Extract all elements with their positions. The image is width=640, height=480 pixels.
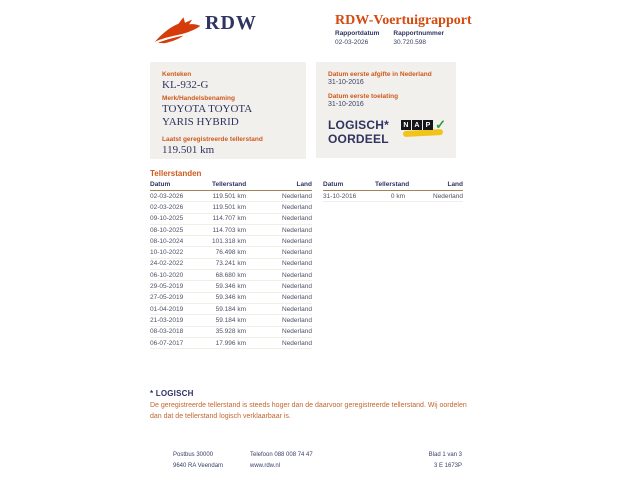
table-row	[150, 327, 312, 338]
col-header-land: Land	[447, 181, 463, 188]
table-row	[150, 202, 312, 213]
first-admission-value: 31-10-2016	[328, 101, 364, 108]
footer-contact	[250, 450, 313, 472]
cell-tellerstand: 114.703 km	[212, 226, 246, 234]
cell-tellerstand: 119.501 km	[212, 192, 246, 200]
report-meta	[335, 30, 444, 46]
cell-land: Nederland	[282, 305, 312, 313]
table-row	[150, 304, 312, 315]
table-row	[150, 338, 312, 349]
rdw-bird-logo-icon	[153, 15, 201, 45]
table-header-row	[150, 181, 312, 191]
cell-tellerstand: 59.184 km	[215, 316, 246, 324]
table-row	[150, 315, 312, 326]
report-date-group	[335, 30, 379, 46]
judgement-line1: LOGISCH*	[328, 118, 389, 132]
cell-land: Nederland	[282, 249, 312, 257]
cell-tellerstand: 101.318 km	[212, 237, 246, 245]
merk-label: Merk/Handelsbenaming	[162, 95, 235, 102]
kenteken-value: KL-932-G	[162, 79, 209, 91]
table-row	[150, 191, 312, 202]
cell-tellerstand: 17.996 km	[215, 339, 246, 347]
nap-letter-p: P	[423, 120, 433, 130]
judgement-text	[328, 118, 389, 146]
table-row	[150, 259, 312, 270]
table-row	[323, 191, 463, 202]
table-header-row	[323, 181, 463, 191]
cell-land: Nederland	[282, 294, 312, 302]
kenteken-label: Kenteken	[162, 71, 192, 78]
cell-tellerstand: 59.184 km	[215, 305, 246, 313]
table-row	[150, 214, 312, 225]
footer-phone: Telefoon 088 008 74 47	[250, 452, 313, 458]
judgement-row	[328, 118, 444, 146]
first-issue-value: 31-10-2016	[328, 79, 364, 86]
table-body-left	[150, 191, 312, 349]
cell-land: Nederland	[282, 316, 312, 324]
report-date-value: 02-03-2026	[335, 39, 369, 46]
footer-page-number: Blad 1 van 3	[428, 452, 462, 458]
report-number-group	[393, 30, 444, 46]
cell-tellerstand: 35.928 km	[215, 328, 246, 336]
table-body-right	[323, 191, 463, 202]
cell-datum: 24-02-2022	[150, 260, 184, 268]
cell-land: Nederland	[282, 226, 312, 234]
vehicle-info-panel	[150, 62, 306, 159]
table-row	[150, 247, 312, 258]
nap-letter-n: N	[401, 120, 411, 130]
cell-datum: 27-05-2019	[150, 294, 184, 302]
cell-tellerstand: 76.498 km	[215, 249, 246, 257]
merk-line1: TOYOTA TOYOTA	[162, 103, 253, 115]
cell-land: Nederland	[282, 215, 312, 223]
cell-datum: 08-10-2025	[150, 226, 184, 234]
footer-form-code: 3 E 1673P	[433, 463, 462, 469]
cell-datum: 02-03-2026	[150, 203, 184, 211]
document-title: RDW-Voertuigrapport	[335, 13, 472, 28]
cell-datum: 29-05-2019	[150, 283, 184, 291]
footer-website: www.rdw.nl	[250, 463, 281, 469]
table-row	[150, 236, 312, 247]
cell-datum: 06-10-2020	[150, 271, 184, 279]
cell-land: Nederland	[282, 339, 312, 347]
first-issue-label: Datum eerste afgifte in Nederland	[328, 71, 432, 78]
cell-datum: 06-07-2017	[150, 339, 184, 347]
odometer-tables	[150, 181, 463, 349]
cell-land: Nederland	[282, 271, 312, 279]
cell-datum: 01-04-2019	[150, 305, 184, 313]
odometer-section-heading: Tellerstanden	[150, 169, 202, 178]
footnote-heading: * LOGISCH	[150, 389, 194, 398]
nap-letter-tiles	[401, 120, 433, 130]
table-row	[150, 225, 312, 236]
cell-tellerstand: 59.346 km	[215, 294, 246, 302]
col-header-tellerstand: Tellerstand	[212, 181, 247, 188]
merk-line2: YARIS HYBRID	[162, 116, 239, 128]
footer-pagination	[392, 450, 462, 472]
rdw-wordmark: RDW	[205, 12, 257, 34]
cell-tellerstand: 114.707 km	[212, 215, 246, 223]
footer-address	[173, 450, 223, 472]
report-number-value: 30.720.598	[393, 39, 426, 46]
cell-tellerstand: 0 km	[390, 192, 405, 200]
footer-address-line2: 9640 RA Veendam	[173, 463, 224, 469]
footer-address-line1: Postbus 30000	[173, 452, 214, 458]
cell-land: Nederland	[282, 203, 312, 211]
cell-datum: 21-03-2019	[150, 316, 184, 324]
report-number-label: Rapportnummer	[393, 30, 444, 37]
footnote-text: De geregistreerde tellerstand is steeds hoger dan de daarvoor geregistreerde tellerstand. Wij oordelen dan dat de tellerstand logisch verklaarbaar is.	[150, 402, 467, 420]
cell-datum: 08-03-2018	[150, 328, 184, 336]
col-header-datum: Datum	[323, 181, 344, 188]
table-row	[150, 293, 312, 304]
cell-land: Nederland	[282, 328, 312, 336]
registration-info-panel	[316, 62, 456, 158]
cell-datum: 08-10-2024	[150, 237, 184, 245]
cell-tellerstand: 59.346 km	[215, 283, 246, 291]
first-admission-label: Datum eerste toelating	[328, 93, 399, 100]
cell-datum: 09-10-2025	[150, 215, 184, 223]
table-row	[150, 281, 312, 292]
nap-letter-a: A	[412, 120, 422, 130]
col-header-datum: Datum	[150, 181, 171, 188]
last-odometer-label: Laatst geregistreerde tellerstand	[162, 136, 263, 143]
cell-tellerstand: 68.680 km	[215, 271, 246, 279]
last-odometer-value: 119.501 km	[162, 144, 215, 156]
cell-datum: 10-10-2022	[150, 249, 184, 257]
cell-land: Nederland	[433, 192, 463, 200]
table-row	[150, 270, 312, 281]
cell-land: Nederland	[282, 260, 312, 268]
nap-logo	[401, 117, 446, 136]
cell-datum: 02-03-2026	[150, 192, 184, 200]
cell-datum: 31-10-2016	[323, 192, 357, 200]
nap-checkmark-icon: ✓	[435, 117, 446, 132]
cell-tellerstand: 73.241 km	[215, 260, 246, 268]
report-date-label: Rapportdatum	[335, 30, 380, 37]
cell-tellerstand: 119.501 km	[212, 203, 246, 211]
col-header-land: Land	[296, 181, 312, 188]
odometer-table-right	[323, 181, 463, 349]
cell-land: Nederland	[282, 192, 312, 200]
cell-land: Nederland	[282, 283, 312, 291]
judgement-line2: OORDEEL	[328, 132, 389, 146]
col-header-tellerstand: Tellerstand	[375, 181, 410, 188]
cell-land: Nederland	[282, 237, 312, 245]
odometer-table-left	[150, 181, 312, 349]
